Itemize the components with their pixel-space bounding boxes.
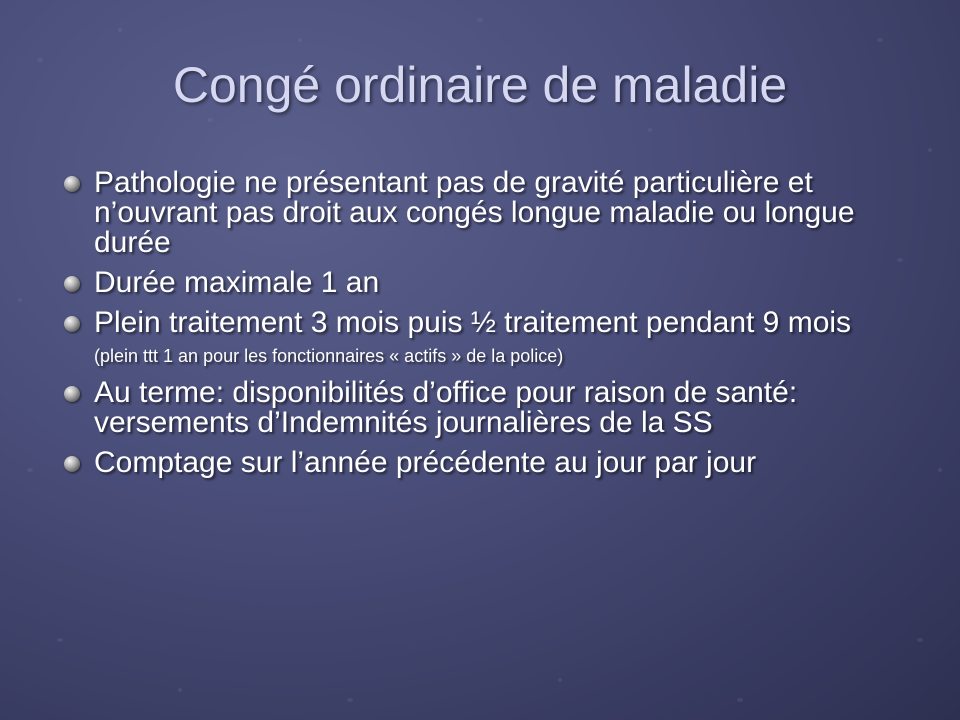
sphere-bullet-icon: [64, 386, 80, 402]
sphere-bullet-icon: [64, 276, 80, 292]
bullet-text: Comptage sur l’année précédente au jour par jour: [94, 446, 757, 479]
bullet-item: [64, 168, 884, 258]
bullet-text: Plein traitement 3 mois puis ½ traitement pendant 9 mois: [94, 306, 852, 339]
sphere-bullet-icon: [64, 316, 80, 332]
bullet-text: Au terme: disponibilités d’office pour raison de santé: versements d’Indemnités journalières de la SS: [94, 376, 798, 439]
slide-title: Congé ordinaire de maladie: [172, 57, 788, 113]
bullet-item: [64, 378, 884, 438]
bullet-text: Pathologie ne présentant pas de gravité particulière et n’ouvrant pas droit aux congés longue maladie ou longue durée: [94, 166, 855, 259]
sphere-bullet-icon: [64, 456, 80, 472]
bullet-note: (plein ttt 1 an pour les fonctionnaires « actifs » de la police): [94, 346, 564, 366]
bullet-text: Durée maximale 1 an: [94, 266, 380, 299]
bullet-item: [64, 308, 884, 368]
bullet-item: [64, 268, 884, 298]
sphere-bullet-icon: [64, 176, 80, 192]
bullet-list: [64, 168, 884, 488]
bullet-item: [64, 448, 884, 478]
